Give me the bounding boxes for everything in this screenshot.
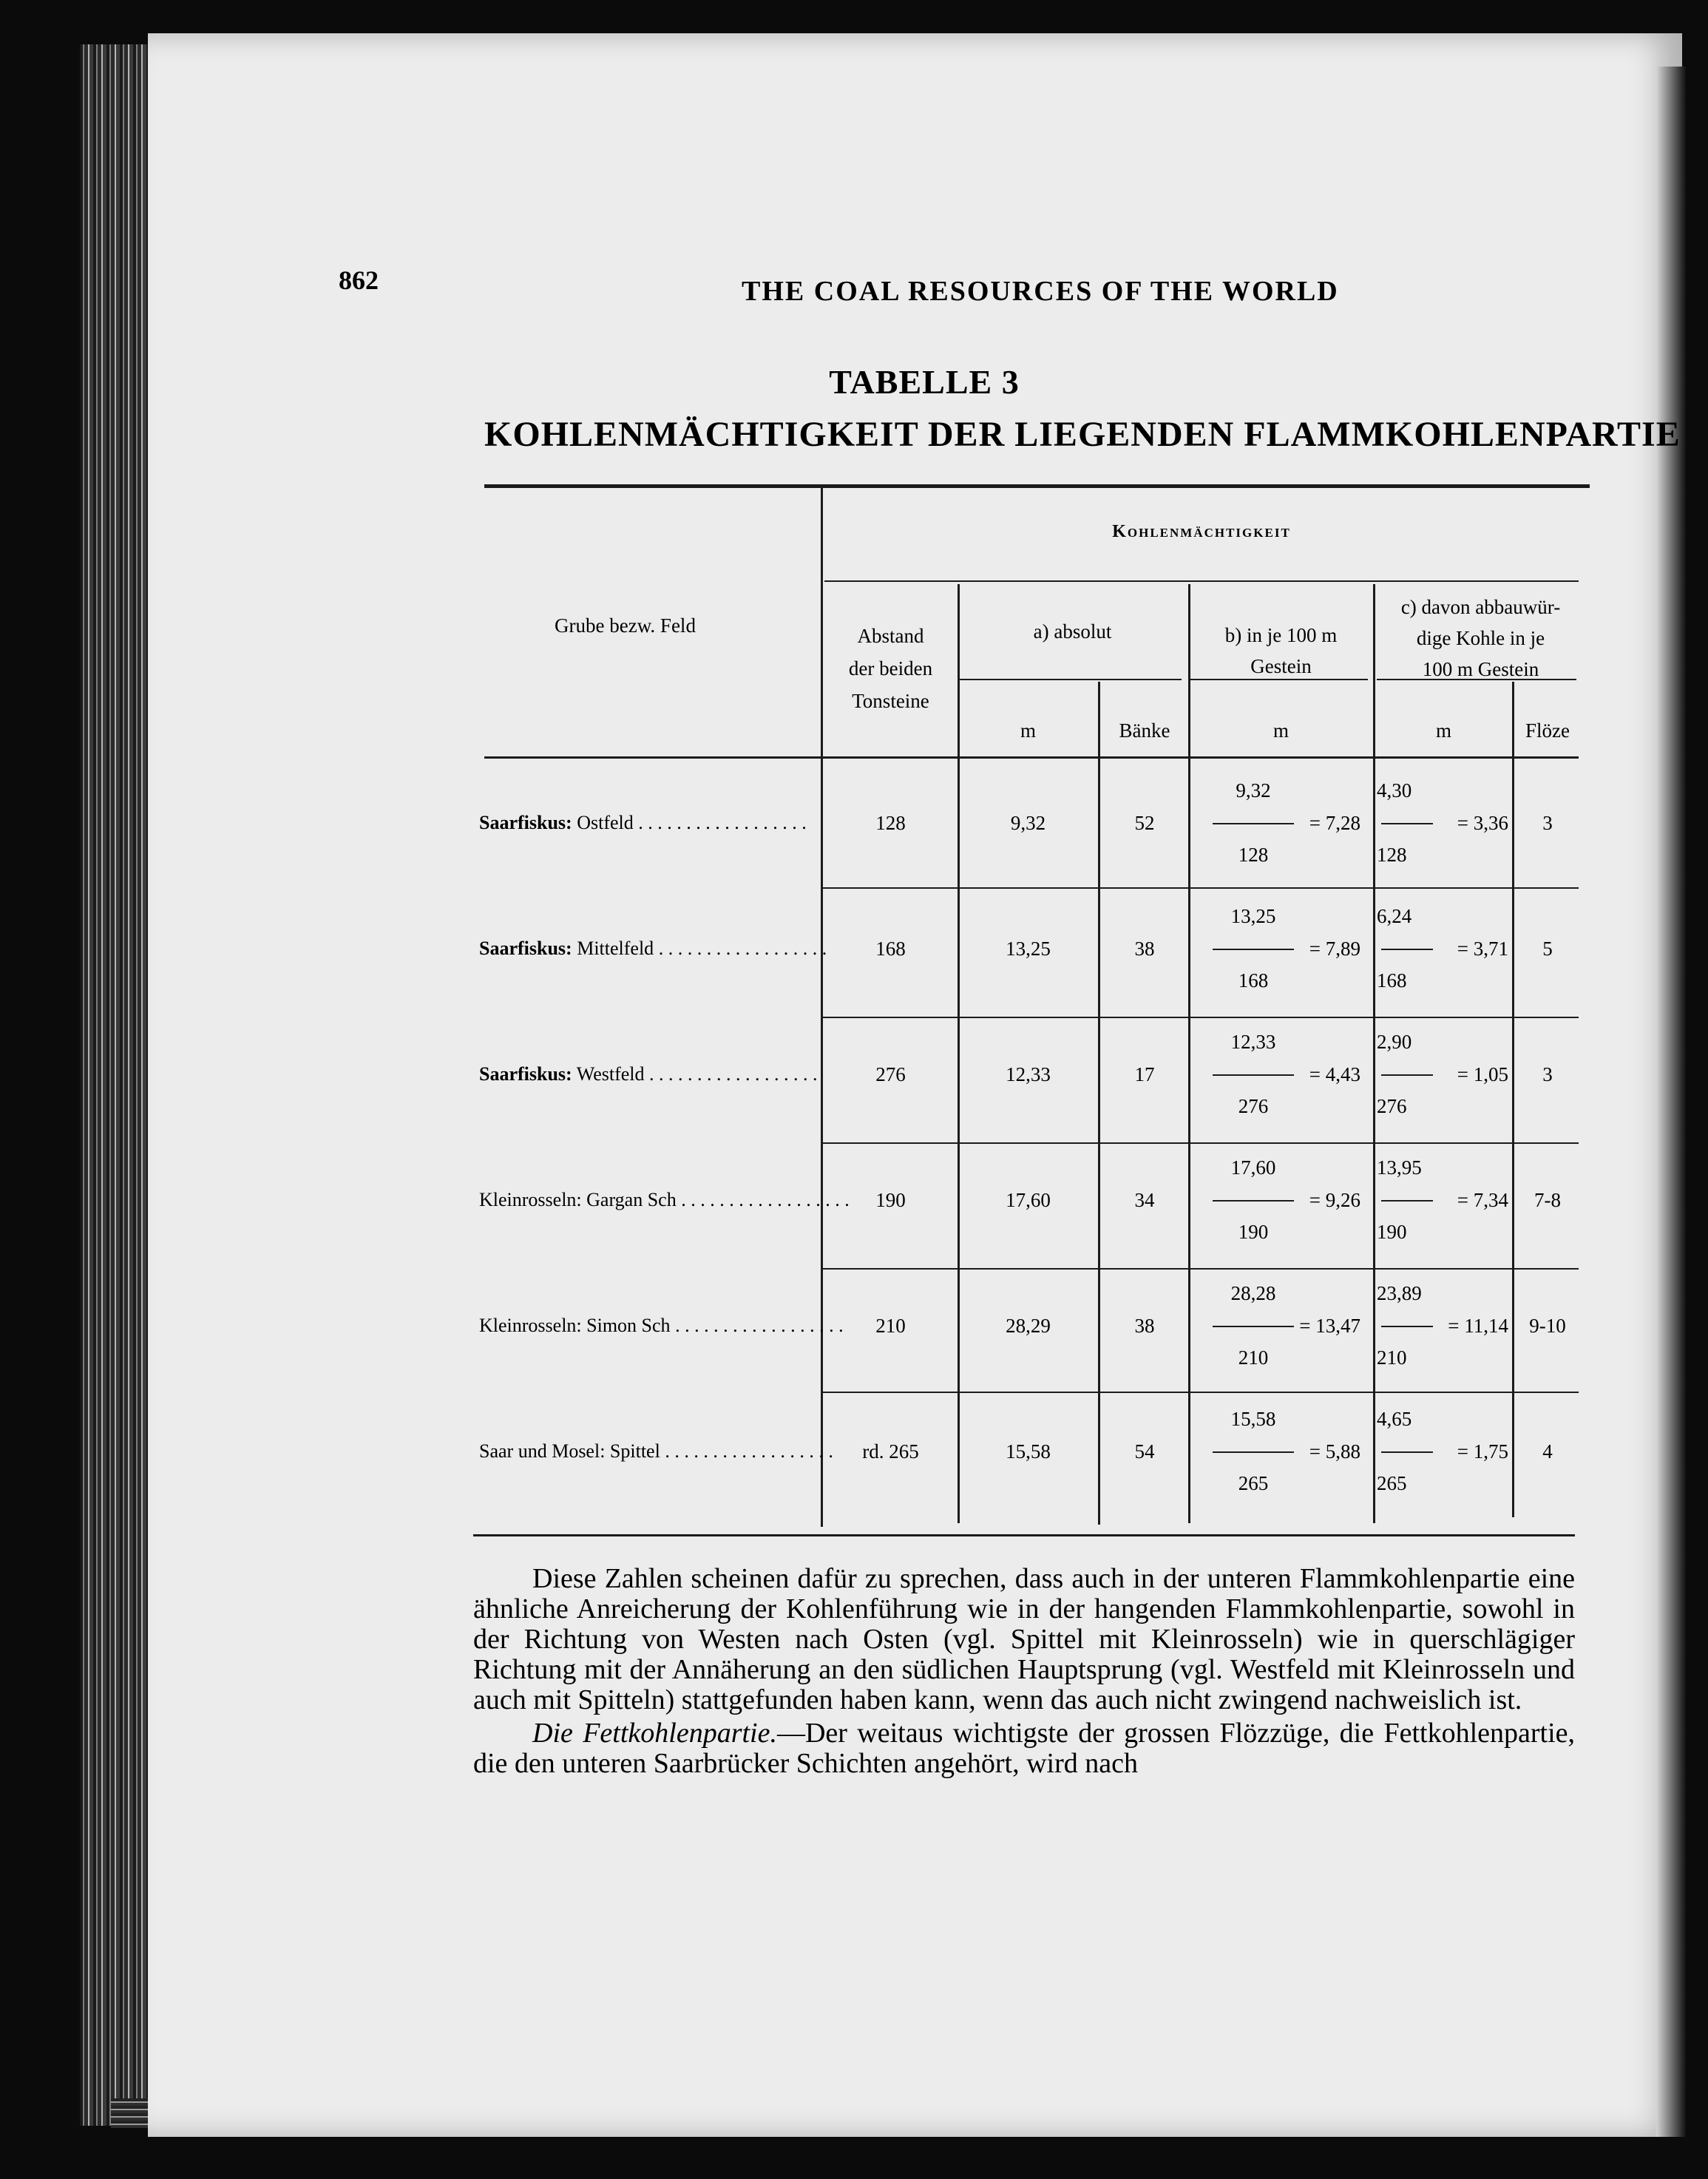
row-label — [479, 937, 827, 960]
table-title: TABELLE 3 — [829, 363, 1020, 401]
cell-b-result: = 7,28 — [1309, 812, 1360, 834]
cell-a-banke: 54 — [1134, 1440, 1155, 1463]
row-label-field: Ostfeld — [572, 812, 634, 833]
cell-c-result: = 7,34 — [1457, 1189, 1508, 1211]
cell-b-numerator: 12,33 — [1230, 1031, 1276, 1053]
table-bottom-rule — [473, 1534, 1575, 1536]
leader-dots: . . . . . . . . . . . . . . . . . . — [676, 1189, 850, 1210]
cell-c-numerator: 6,24 — [1377, 905, 1412, 927]
cell-c-numerator: 4,30 — [1377, 779, 1412, 802]
cell-b-result: = 7,89 — [1309, 938, 1360, 960]
row-rule — [821, 1392, 1579, 1393]
row-label-field: Kleinrosseln: Simon Sch — [479, 1315, 671, 1336]
paragraph-2-heading: Die Fettkohlenpartie. — [532, 1718, 777, 1749]
subheader-c-m: m — [1435, 719, 1451, 742]
subheader-c-floze: Flöze — [1525, 719, 1570, 742]
cell-abstand: 210 — [875, 1315, 906, 1337]
cell-c-denominator: 190 — [1377, 1221, 1407, 1243]
cell-a-banke: 34 — [1134, 1189, 1155, 1211]
cell-abstand: rd. 265 — [862, 1440, 919, 1463]
table-subtitle: KOHLENMÄCHTIGKEIT DER LIEGENDEN FLAMMKOHLENPARTIE — [484, 415, 1681, 454]
header-abstand-l3: Tonsteine — [852, 690, 929, 712]
cell-b-denominator: 210 — [1238, 1346, 1269, 1369]
cell-c-floze: 4 — [1542, 1440, 1553, 1463]
row-label — [479, 1063, 818, 1085]
header-c-l3: 100 m Gestein — [1422, 658, 1539, 680]
cell-b-numerator: 13,25 — [1230, 905, 1276, 927]
cell-c-numerator: 2,90 — [1377, 1031, 1412, 1053]
header-a-absolut: a) absolut — [1033, 620, 1112, 643]
cell-b-denominator: 276 — [1238, 1095, 1269, 1117]
cell-c-numerator: 13,95 — [1377, 1156, 1422, 1179]
row-label-field: Saar und Mosel: Spittel — [479, 1440, 660, 1462]
running-head: THE COAL RESOURCES OF THE WORLD — [742, 276, 1339, 307]
row-label-owner: Saarfiskus: — [479, 938, 572, 959]
cell-c-denominator: 210 — [1377, 1346, 1407, 1369]
header-kohlenmaechtigkeit: Kohlenmächtigkeit — [1112, 522, 1291, 541]
header-b-l2: Gestein — [1250, 655, 1312, 677]
cell-b-denominator: 265 — [1238, 1472, 1269, 1494]
cell-c-floze: 5 — [1542, 938, 1553, 960]
header-b-l1: b) in je 100 m — [1224, 624, 1338, 646]
leader-dots: . . . . . . . . . . . . . . . . . . — [660, 1440, 833, 1462]
col-rule-3 — [1098, 682, 1100, 1525]
cell-abstand: 168 — [875, 938, 906, 960]
header-c-l1: c) davon abbauwür- — [1400, 596, 1561, 618]
leader-dots: . . . . . . . . . . . . . . . . . . — [654, 938, 827, 959]
row-label-owner: Saarfiskus: — [479, 1063, 572, 1085]
cell-b-numerator: 15,58 — [1230, 1408, 1276, 1430]
cell-b-result: = 5,88 — [1309, 1440, 1360, 1463]
cell-a-banke: 38 — [1134, 1315, 1155, 1337]
cell-c-result: = 1,05 — [1457, 1063, 1508, 1085]
cell-c-denominator: 168 — [1377, 969, 1407, 992]
cell-abstand: 276 — [875, 1063, 906, 1085]
cell-b-numerator: 28,28 — [1230, 1282, 1276, 1304]
cell-c-denominator: 265 — [1377, 1472, 1407, 1494]
cell-a-m: 15,58 — [1006, 1440, 1051, 1463]
cell-a-m: 17,60 — [1006, 1189, 1051, 1211]
cell-a-m: 12,33 — [1006, 1063, 1051, 1085]
row-label-field: Kleinrosseln: Gargan Sch — [479, 1189, 677, 1210]
header-bottom-rule — [484, 756, 1579, 759]
cell-b-denominator: 168 — [1238, 969, 1269, 992]
cell-c-floze: 9-10 — [1529, 1315, 1566, 1337]
cell-abstand: 190 — [875, 1189, 906, 1211]
row-label — [479, 1440, 833, 1463]
cell-c-result: = 11,14 — [1448, 1315, 1508, 1337]
cell-c-numerator: 23,89 — [1377, 1282, 1422, 1304]
row-rule — [821, 1268, 1579, 1270]
cell-c-floze: 3 — [1542, 1063, 1553, 1085]
leader-dots: . . . . . . . . . . . . . . . . . . — [670, 1315, 844, 1336]
page-number: 862 — [339, 265, 379, 295]
paragraph-2 — [473, 1718, 1575, 1779]
row-label — [479, 1188, 850, 1211]
row-label-field: Mittelfeld — [572, 938, 654, 959]
cell-c-result: = 3,71 — [1457, 938, 1508, 960]
header-abstand-l2: der beiden — [848, 657, 933, 680]
body-text — [473, 1564, 1575, 1779]
subheader-a-banke: Bänke — [1119, 719, 1170, 742]
row-label — [479, 811, 812, 834]
row-label-field: Westfeld — [572, 1063, 645, 1085]
subhead-rule-a — [960, 679, 1182, 680]
cell-a-banke: 38 — [1134, 938, 1155, 960]
cell-c-numerator: 4,65 — [1377, 1408, 1412, 1430]
row-label — [479, 1314, 844, 1337]
cell-b-result: = 4,43 — [1309, 1063, 1360, 1085]
header-b — [1190, 620, 1372, 682]
cell-b-denominator: 128 — [1238, 844, 1269, 866]
header-grube: Grube bezw. Feld — [555, 614, 696, 637]
cell-a-m: 9,32 — [1010, 812, 1046, 834]
cell-a-banke: 17 — [1134, 1063, 1155, 1085]
cell-c-floze: 3 — [1542, 812, 1553, 834]
cell-b-denominator: 190 — [1238, 1221, 1269, 1243]
cell-c-floze: 7-8 — [1534, 1189, 1561, 1211]
group-rule — [824, 580, 1579, 582]
header-c-l2: dige Kohle in je — [1416, 627, 1545, 649]
subheader-b-m: m — [1272, 719, 1289, 742]
cell-a-m: 13,25 — [1006, 938, 1051, 960]
cell-c-denominator: 276 — [1377, 1095, 1407, 1117]
paragraph-2-text: —Der weitaus wichtigste der grossen Flözzüge, die Fettkohlenpartie, die den unteren Saarbrücker Schichten angehört, wird nach — [473, 1718, 1575, 1779]
leader-dots: . . . . . . . . . . . . . . . . . . — [633, 812, 807, 833]
cell-a-banke: 52 — [1134, 812, 1155, 834]
cell-c-denominator: 128 — [1377, 844, 1407, 866]
cell-c-result: = 3,36 — [1457, 812, 1508, 834]
cell-b-numerator: 17,60 — [1230, 1156, 1276, 1179]
row-rule — [821, 1142, 1579, 1144]
cell-a-m: 28,29 — [1006, 1315, 1051, 1337]
header-abstand-l1: Abstand — [857, 625, 924, 647]
header-abstand — [822, 620, 959, 717]
cell-b-numerator: 9,32 — [1236, 779, 1271, 802]
cell-abstand: 128 — [875, 812, 906, 834]
paragraph-1: Diese Zahlen scheinen dafür zu sprechen, dass auch in der unteren Flammkohlenpartie eine ähnliche Anreicherung der Kohlenführung wie in der hangenden Flammkohlenpartie, sowohl in der Richtung von Westen nach Osten (vgl. Spittel mit Kleinrosseln) wie in querschlägiger Richtung mit der Annäherung an den südlichen Hauptsprung (vgl. Westfeld mit Kleinrosseln und auch mit Spitteln) stattgefunden haben kann, wenn das auch nicht zwingend nachweislich ist. — [473, 1563, 1575, 1715]
cell-c-result: = 1,75 — [1457, 1440, 1508, 1463]
row-label-owner: Saarfiskus: — [479, 812, 572, 833]
table-top-rule — [484, 484, 1590, 488]
subheader-a-m: m — [1020, 719, 1036, 742]
cell-b-result: = 13,47 — [1299, 1315, 1360, 1337]
row-rule — [821, 1017, 1579, 1018]
leader-dots: . . . . . . . . . . . . . . . . . . — [644, 1063, 818, 1085]
row-rule — [821, 887, 1579, 889]
header-c — [1375, 592, 1586, 685]
cell-b-result: = 9,26 — [1309, 1189, 1360, 1211]
